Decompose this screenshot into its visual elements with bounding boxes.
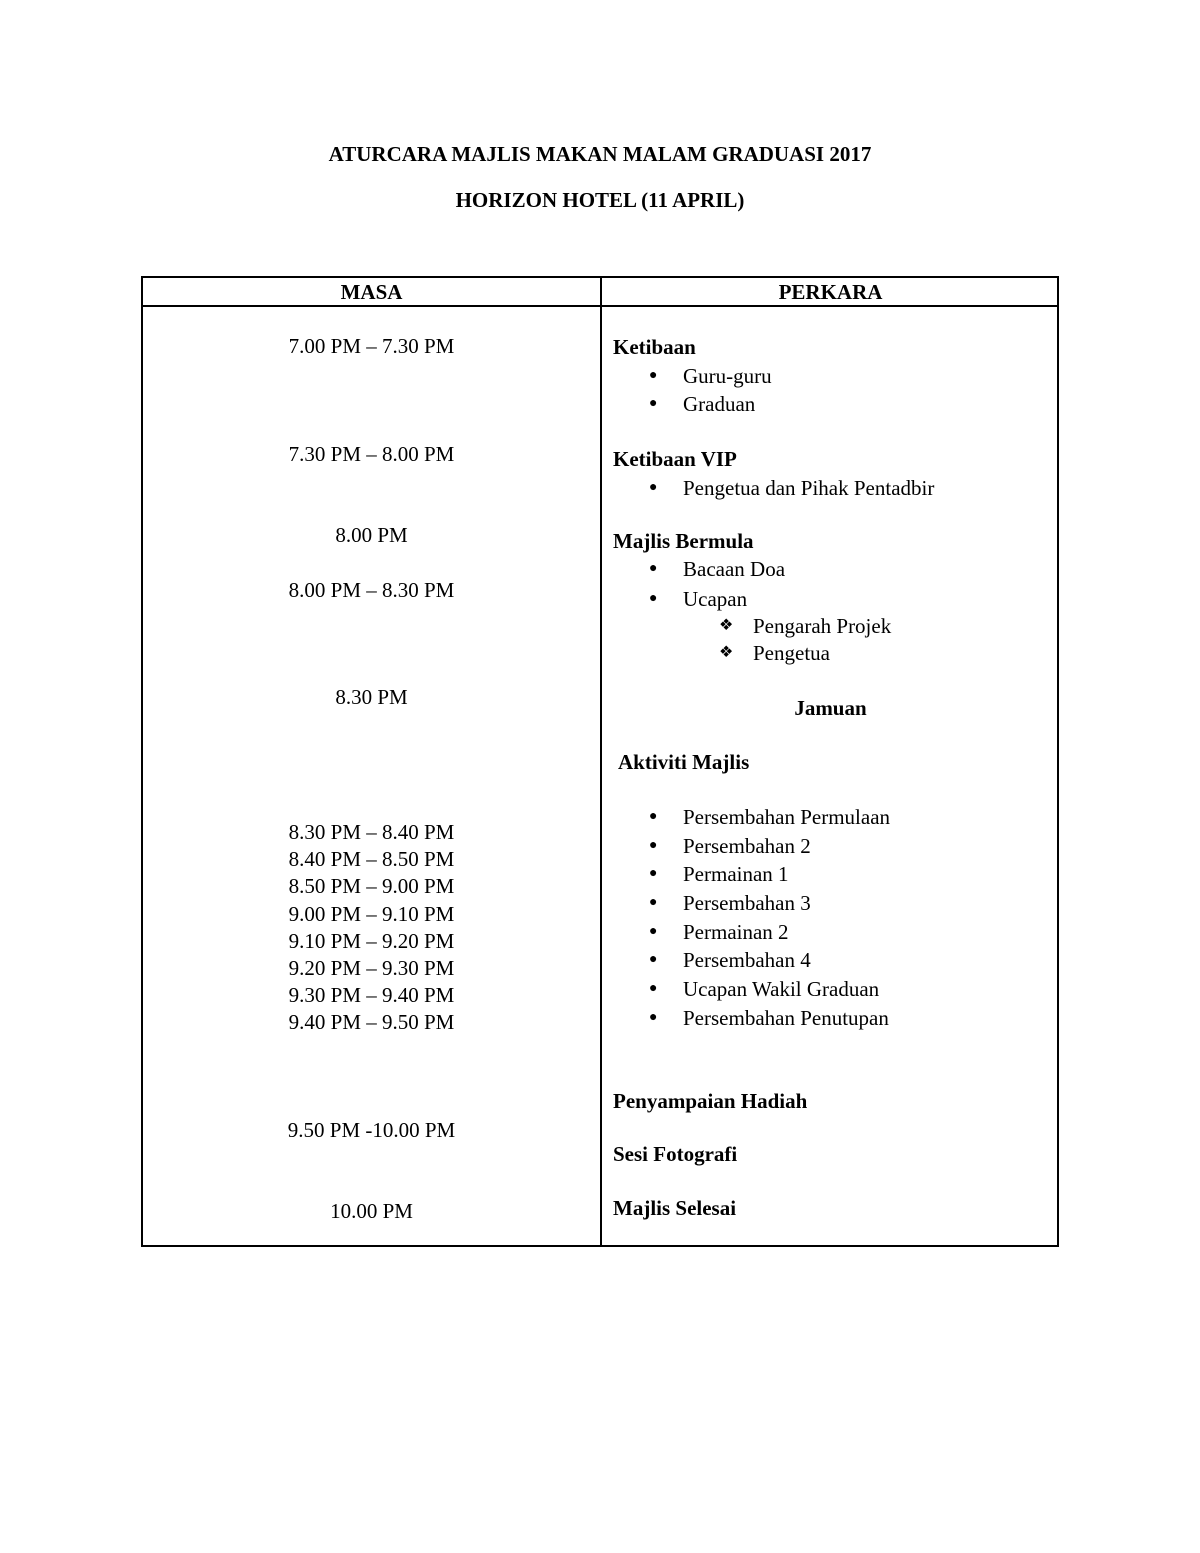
list-item-label: Bacaan Doa <box>683 557 786 581</box>
time-cell: 9.30 PM – 9.40 PM <box>288 983 455 1007</box>
list-item <box>649 557 786 581</box>
list-item <box>649 862 789 886</box>
time-cell: 8.30 PM <box>335 685 408 709</box>
time-cell: 8.00 PM <box>335 523 408 547</box>
time-cell: 8.00 PM – 8.30 PM <box>288 578 455 602</box>
sub-list-item <box>719 614 892 638</box>
list-item <box>649 805 891 829</box>
bullet-icon: ● <box>649 591 658 606</box>
bullet-icon: ● <box>649 480 658 495</box>
bullet-icon: ● <box>649 895 658 910</box>
time-cell: 9.50 PM -10.00 PM <box>287 1118 456 1142</box>
section-heading-majlis-bermula: Majlis Bermula <box>613 529 754 553</box>
diamond-bullet-icon: ❖ <box>719 617 734 634</box>
bullet-icon: ● <box>649 952 658 967</box>
list-item-label: Persembahan 3 <box>683 891 811 915</box>
list-item <box>649 948 811 972</box>
list-item <box>649 977 880 1001</box>
time-cell: 9.00 PM – 9.10 PM <box>288 902 455 926</box>
schedule-table <box>141 276 1059 1247</box>
time-cell: 9.20 PM – 9.30 PM <box>288 956 455 980</box>
time-cell: 10.00 PM <box>330 1199 413 1223</box>
bullet-icon: ● <box>649 866 658 881</box>
bullet-icon: ● <box>649 809 658 824</box>
section-heading-penyampaian-hadiah: Penyampaian Hadiah <box>613 1089 808 1113</box>
bullet-icon: ● <box>649 368 658 383</box>
section-heading-ketibaan-vip: Ketibaan VIP <box>613 447 737 471</box>
section-heading-ketibaan: Ketibaan <box>613 335 696 359</box>
list-item-label: Persembahan 4 <box>683 948 811 972</box>
bullet-icon: ● <box>649 396 658 411</box>
document-title: ATURCARA MAJLIS MAKAN MALAM GRADUASI 2017 <box>328 142 872 166</box>
bullet-icon: ● <box>649 561 658 576</box>
bullet-icon: ● <box>649 838 658 853</box>
list-item-label: Permainan 1 <box>683 862 789 886</box>
sub-list-item-label: Pengetua <box>753 641 830 665</box>
list-item-label: Persembahan Penutupan <box>683 1006 889 1030</box>
sub-list-item <box>719 641 830 665</box>
list-item-label: Persembahan 2 <box>683 834 811 858</box>
list-item-label: Permainan 2 <box>683 920 789 944</box>
list-item <box>649 891 811 915</box>
list-item-label: Graduan <box>683 392 756 416</box>
column-divider <box>600 278 602 1245</box>
bullet-icon: ● <box>649 924 658 939</box>
time-cell: 7.00 PM – 7.30 PM <box>288 334 455 358</box>
time-cell: 7.30 PM – 8.00 PM <box>288 442 455 466</box>
bullet-icon: ● <box>649 1010 658 1025</box>
list-item <box>649 920 789 944</box>
time-cell: 8.50 PM – 9.00 PM <box>288 874 455 898</box>
list-item <box>649 364 772 388</box>
header-divider <box>143 305 1057 307</box>
document-subtitle: HORIZON HOTEL (11 APRIL) <box>455 188 745 212</box>
list-item <box>649 392 756 416</box>
list-item <box>649 476 935 500</box>
section-heading-majlis-selesai: Majlis Selesai <box>613 1196 737 1220</box>
list-item-label: Ucapan <box>683 587 748 611</box>
list-item-label: Ucapan Wakil Graduan <box>683 977 880 1001</box>
list-item-label: Pengetua dan Pihak Pentadbir <box>683 476 935 500</box>
section-heading-aktiviti-majlis: Aktiviti Majlis <box>618 750 750 774</box>
diamond-bullet-icon: ❖ <box>719 644 734 661</box>
section-heading-jamuan: Jamuan <box>794 696 867 720</box>
list-item-label: Guru-guru <box>683 364 772 388</box>
list-item <box>649 1006 889 1030</box>
list-item-label: Persembahan Permulaan <box>683 805 891 829</box>
column-header-perkara: PERKARA <box>778 280 883 304</box>
bullet-icon: ● <box>649 981 658 996</box>
time-cell: 9.10 PM – 9.20 PM <box>288 929 455 953</box>
time-cell: 8.30 PM – 8.40 PM <box>288 820 455 844</box>
column-header-masa: MASA <box>340 280 403 304</box>
time-cell: 8.40 PM – 8.50 PM <box>288 847 455 871</box>
section-heading-sesi-fotografi: Sesi Fotografi <box>613 1142 738 1166</box>
list-item <box>649 587 748 611</box>
sub-list-item-label: Pengarah Projek <box>753 614 892 638</box>
list-item <box>649 834 811 858</box>
time-cell: 9.40 PM – 9.50 PM <box>288 1010 455 1034</box>
